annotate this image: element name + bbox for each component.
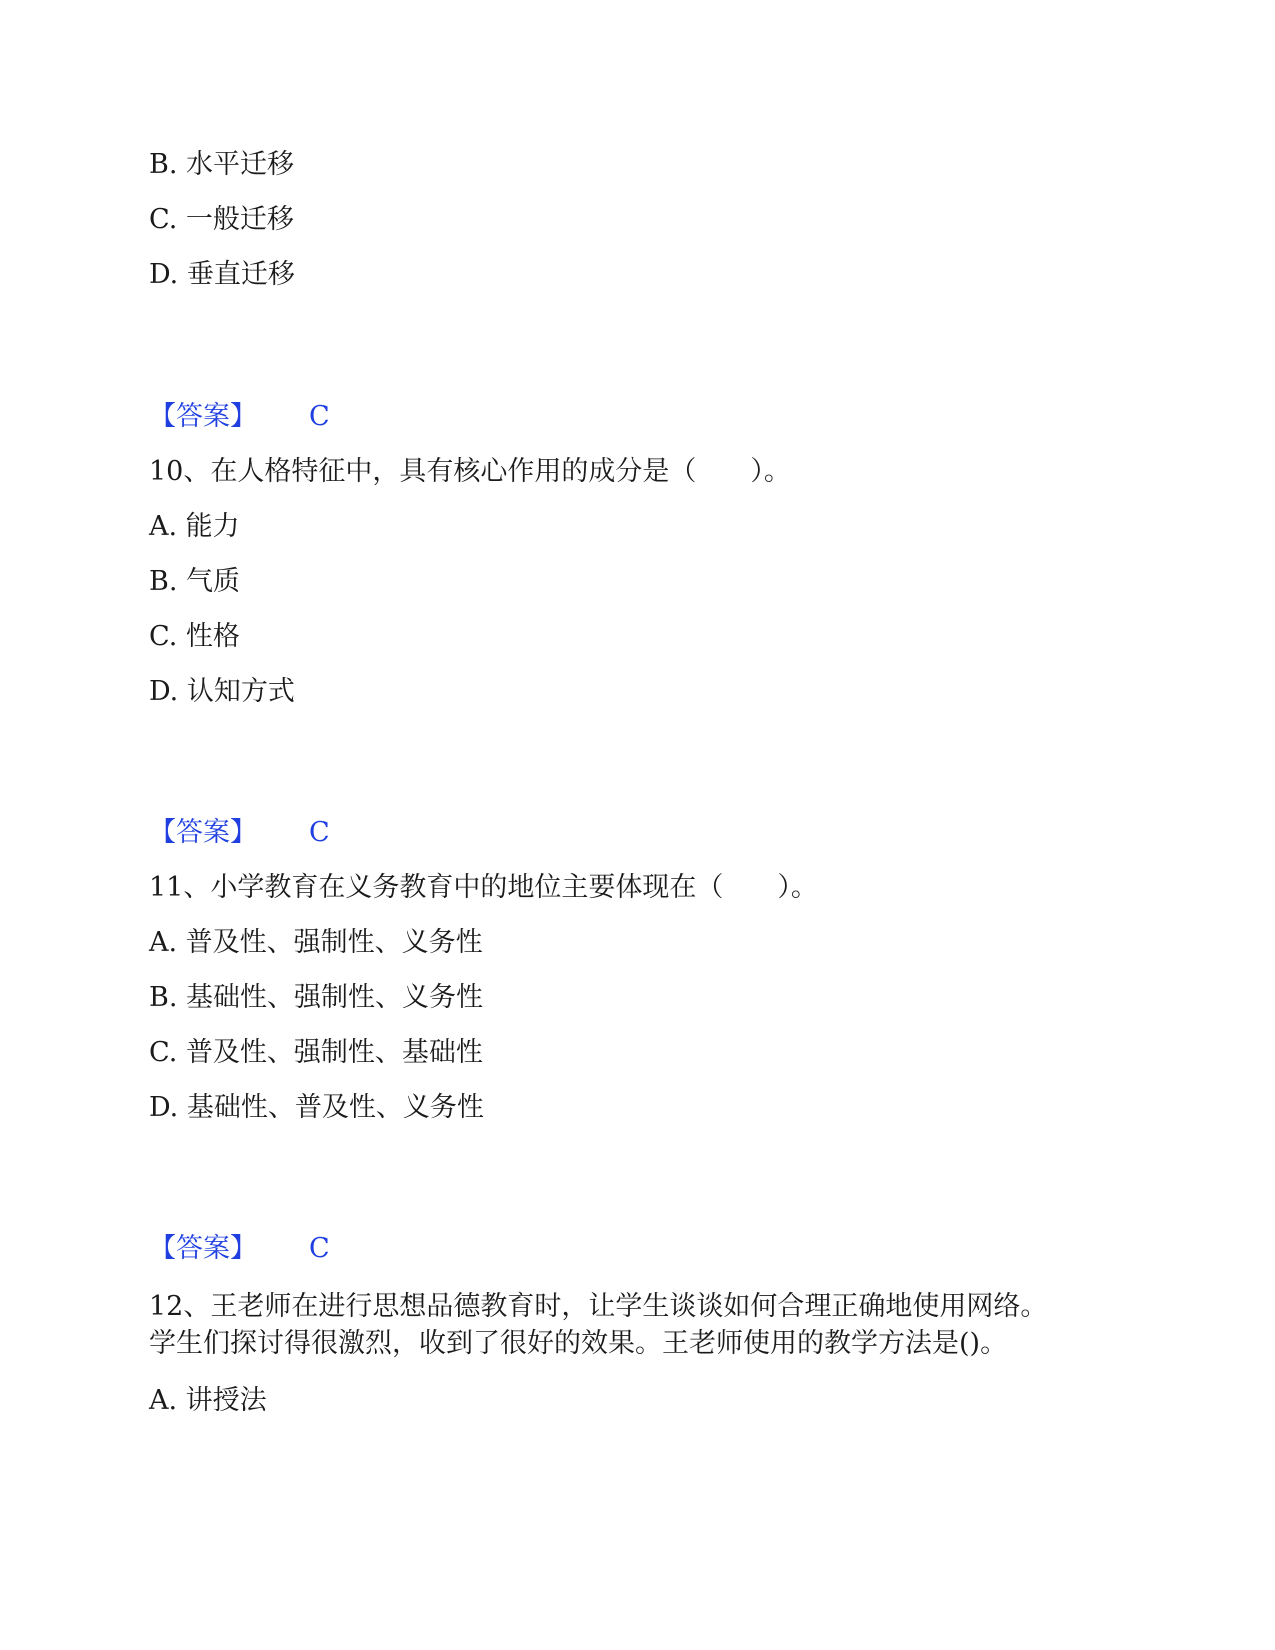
- answer-label: 【答案】: [149, 1233, 257, 1264]
- q11-option-a: A. 普及性、强制性、义务性: [149, 927, 483, 958]
- q10-question: 10、在人格特征中，具有核心作用的成分是（ ）。: [149, 456, 791, 487]
- q9-option-b: B. 水平迁移: [149, 149, 295, 180]
- answer-value: C: [309, 1233, 330, 1264]
- q9-option-d: D. 垂直迁移: [149, 259, 295, 290]
- answer-value: C: [309, 401, 330, 432]
- q11-option-b: B. 基础性、强制性、义务性: [149, 982, 484, 1013]
- q11-question: 11、小学教育在义务教育中的地位主要体现在（ ）。: [149, 872, 818, 903]
- q10-option-d: D. 认知方式: [149, 676, 295, 707]
- q11-option-c: C. 普及性、强制性、基础性: [149, 1037, 483, 1068]
- q11-answer: [149, 1232, 449, 1266]
- q10-option-c: C. 性格: [149, 621, 240, 652]
- q12-question-line1: 12、王老师在进行思想品德教育时，让学生谈谈如何合理正确地使用网络。: [149, 1291, 1048, 1322]
- q12-question-line2: 学生们探讨得很激烈，收到了很好的效果。王老师使用的教学方法是()。: [149, 1328, 1008, 1359]
- q12-option-a: A. 讲授法: [149, 1385, 267, 1416]
- q11-option-d: D. 基础性、普及性、义务性: [149, 1092, 484, 1123]
- answer-label: 【答案】: [149, 401, 257, 432]
- q9-option-c: C. 一般迁移: [149, 204, 294, 235]
- answer-value: C: [309, 817, 330, 848]
- q10-option-b: B. 气质: [149, 566, 241, 597]
- answer-label: 【答案】: [149, 817, 257, 848]
- q9-answer: [149, 400, 449, 434]
- q10-answer: [149, 816, 449, 850]
- q10-option-a: A. 能力: [149, 511, 240, 542]
